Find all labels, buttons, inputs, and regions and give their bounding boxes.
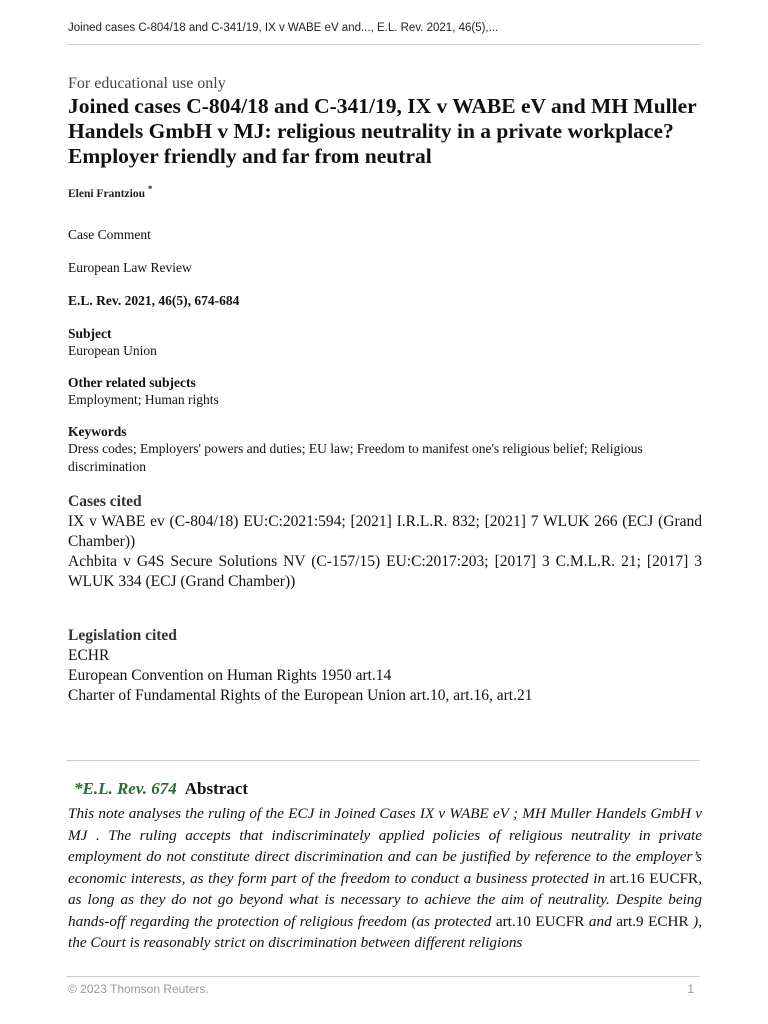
legislation-reference[interactable]: art.16 EUCFR <box>609 869 699 887</box>
abstract-section <box>68 778 702 954</box>
other-subjects-label: Other related subjects <box>68 374 196 390</box>
keywords-block <box>68 423 702 476</box>
section-divider <box>66 760 700 761</box>
citation: E.L. Rev. 2021, 46(5), 674-684 <box>68 292 240 308</box>
abstract-text-part: This note analyses the ruling of the ECJ in Joined Cases IX v WABE eV ; MH Muller Handels GmbH v MJ . The ruling accepts that indiscriminately applied policies of religious neutrality in private employment do not constitute direct discrimination and can be justified by reference to the employer’s economic interests, as they form part of the freedom to conduct a business protected in <box>68 805 702 887</box>
legislation-cited-heading: Legislation cited <box>68 626 177 644</box>
legislation-cited-block <box>68 626 702 706</box>
legislation-item[interactable]: Charter of Fundamental Rights of the European Union art.10, art.16, art.21 <box>68 686 533 704</box>
page-number: 1 <box>687 982 694 996</box>
document-body <box>68 74 702 706</box>
case-citation[interactable]: Achbita v G4S Secure Solutions NV (C-157/15) EU:C:2017:203; [2017] 3 C.M.L.R. 21; [2017] 3 WLUK 334 (ECJ (Grand Chamber)) <box>68 552 702 590</box>
abstract-heading-line <box>74 778 702 800</box>
subject-block <box>68 325 702 360</box>
running-header: Joined cases C-804/18 and C-341/19, IX v WABE eV and..., E.L. Rev. 2021, 46(5),... <box>68 22 499 34</box>
document-title: Joined cases C-804/18 and C-341/19, IX v WABE eV and MH Muller Handels GmbH v MJ: religious neutrality in a private workplace? Employer friendly and far from neutral <box>68 94 697 168</box>
subject-value: European Union <box>68 342 157 358</box>
legislation-item[interactable]: ECHR <box>68 646 110 664</box>
case-citation[interactable]: IX v WABE ev (C-804/18) EU:C:2021:594; [2021] I.R.L.R. 832; [2021] 7 WLUK 266 (ECJ (Grand Chamber)) <box>68 512 702 550</box>
legislation-reference[interactable]: art.10 EUCFR <box>495 912 585 930</box>
cases-cited-block <box>68 492 702 592</box>
other-subjects-block <box>68 374 702 409</box>
legislation-reference[interactable]: art.9 ECHR <box>616 912 689 930</box>
abstract-text <box>68 803 702 954</box>
abstract-text-part: ), the Court is reasonably strict on discrimination between different religions <box>68 912 702 951</box>
subject-label: Subject <box>68 325 112 341</box>
header-divider <box>66 44 700 45</box>
keywords-label: Keywords <box>68 423 127 439</box>
other-subjects-value: Employment; Human rights <box>68 391 219 407</box>
copyright-notice: © 2023 Thomson Reuters. <box>68 982 209 996</box>
footer-divider <box>66 976 700 977</box>
abstract-text-part: , as long as they do not go beyond what is necessary to achieve the aim of neutrality. Despite being hands-off regarding the protection of religious freedom (as protected <box>68 869 702 930</box>
author-line <box>68 184 702 200</box>
author-footnote-mark[interactable]: * <box>147 184 153 194</box>
journal-name: European Law Review <box>68 259 192 275</box>
legislation-item[interactable]: European Convention on Human Rights 1950 art.14 <box>68 666 392 684</box>
document-type: Case Comment <box>68 226 151 242</box>
educational-notice: For educational use only <box>68 75 226 92</box>
page-reference: *E.L. Rev. 674 <box>74 779 177 798</box>
abstract-heading: Abstract <box>184 779 249 798</box>
abstract-text-part: and <box>584 912 617 930</box>
author-name: Eleni Frantziou <box>68 187 145 200</box>
keywords-value: Dress codes; Employers' powers and duties; EU law; Freedom to manifest one's religious belief; Religious discrimination <box>68 440 643 474</box>
cases-cited-heading: Cases cited <box>68 492 142 510</box>
